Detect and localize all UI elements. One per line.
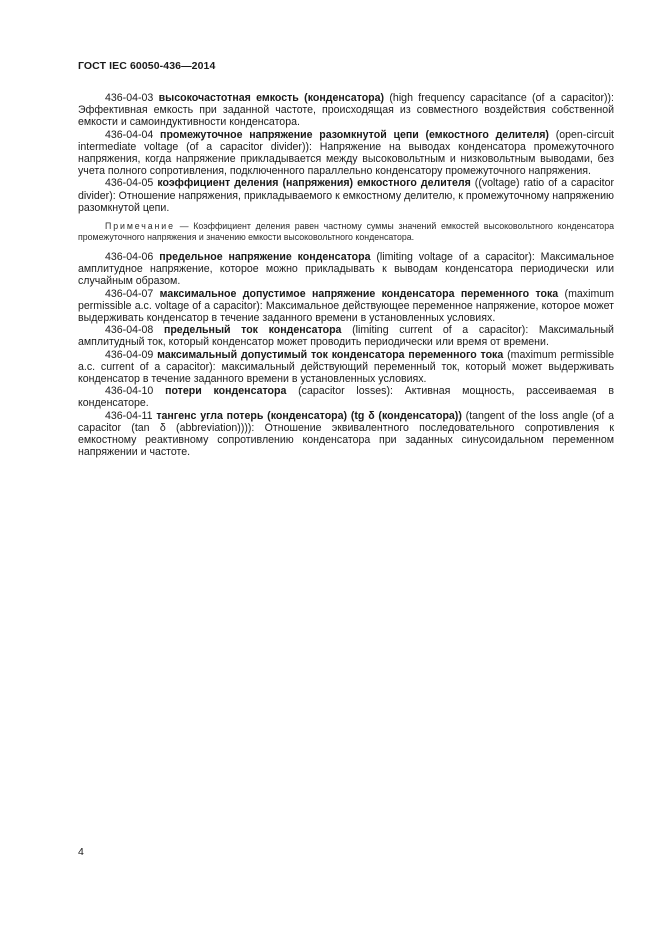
entry-definition: ((voltage) ratio of a capacitor divider): Отношение напряжения, прикладываемого к емкостному делителю, к промежуточному напряжению разомкнутой цепи. — [78, 177, 614, 214]
term-entry — [78, 349, 614, 386]
term-entry — [78, 288, 614, 325]
note-paragraph — [78, 221, 614, 243]
entry-number: 436-04-09 — [105, 348, 158, 361]
entry-definition: (maximum permissible a.c. current of a capacitor): максимальный действующий переменный ток, который может выдерживать конденсатор в течение заданного времени в установленных условиях. — [78, 348, 614, 386]
page-number: 4 — [78, 846, 84, 858]
entry-term: тангенс угла потерь (конденсатора) (tg δ (конденсатора)) — [156, 409, 462, 422]
term-entry — [78, 385, 614, 409]
entry-number: 436-04-10 — [105, 385, 166, 398]
entry-number: 436-04-11 — [105, 409, 157, 422]
entry-number: 436-04-07 — [105, 287, 160, 300]
entry-number: 436-04-06 — [105, 251, 160, 264]
entry-term: предельное напряжение конденсатора — [159, 251, 371, 264]
entry-number: 436-04-05 — [105, 177, 158, 190]
entry-definition: (high frequency capacitance (of a capacitor)): Эффективная емкость при заданной частоте, происходящая из совместного воздействия собственной емкости и самоиндуктивности конденсатора. — [78, 92, 614, 129]
note-label: Примечание — [105, 221, 175, 232]
term-entry — [78, 92, 614, 129]
entry-definition: (limiting current of a capacitor): Максимальный амплитудный ток, который конденсатор может проводить периодически или время от времени. — [78, 324, 614, 349]
entry-term: коэффициент деления (напряжения) емкостного делителя — [157, 177, 471, 190]
entry-term: максимальное допустимое напряжение конденсатора переменного тока — [159, 287, 559, 300]
entry-number: 436-04-04 — [105, 128, 161, 141]
entry-term: промежуточное напряжение разомкнутой цепи (емкостного делителя) — [160, 128, 549, 141]
entry-definition: (capacitor losses): Активная мощность, рассеиваемая в конденсаторе. — [78, 385, 614, 410]
entry-term: потери конденсатора — [165, 385, 287, 398]
term-entry — [78, 251, 614, 288]
term-entry — [78, 129, 614, 178]
main-content — [78, 92, 614, 458]
entry-number: 436-04-03 — [105, 92, 159, 104]
entry-definition: (tangent of the loss angle (of a capacitor (tan δ (abbreviation)))): Отношение эквивалентного последовательного сопротивления к емкостному реактивному сопротивлению конденсатора при заданных синусоидальном переменном напряжении и частоте. — [78, 409, 614, 459]
entry-term: высокочастотная емкость (конденсатора) — [158, 92, 385, 104]
entry-term: максимальный допустимый ток конденсатора переменного тока — [157, 348, 504, 361]
term-entry — [78, 177, 614, 214]
term-entry — [78, 324, 614, 348]
term-entry — [78, 410, 614, 459]
entry-number: 436-04-08 — [105, 324, 164, 337]
entry-definition: (open-circuit intermediate voltage (of a capacitor divider)): Напряжение на выводах конденсатора промежуточного напряжения, когда напряжение прикладывается между высоковольтным и низковольтным выводами, без учета полного сопротивления, подключенного параллельно конденсатору промежуточного напряжения. — [78, 128, 614, 178]
entry-definition: (maximum permissible a.c. voltage of a capacitor): Максимальное действующее переменное напряжение, которое может выдерживать конденсатор в течение заданного времени в установленных условиях. — [78, 287, 614, 325]
entry-definition: (limiting voltage of a capacitor): Максимальное амплитудное напряжение, которое можно прикладывать к выводам конденсатора периодически или случайным образом. — [78, 251, 614, 288]
note-text: — Коэффициент деления равен частному суммы значений емкостей высоковольтного конденсатора промежуточного напряжения и значению емкости высоковольтного конденсатора. — [78, 221, 614, 243]
standard-header: ГОСТ IEC 60050-436—2014 — [78, 60, 216, 72]
entry-term: предельный ток конденсатора — [163, 324, 342, 337]
